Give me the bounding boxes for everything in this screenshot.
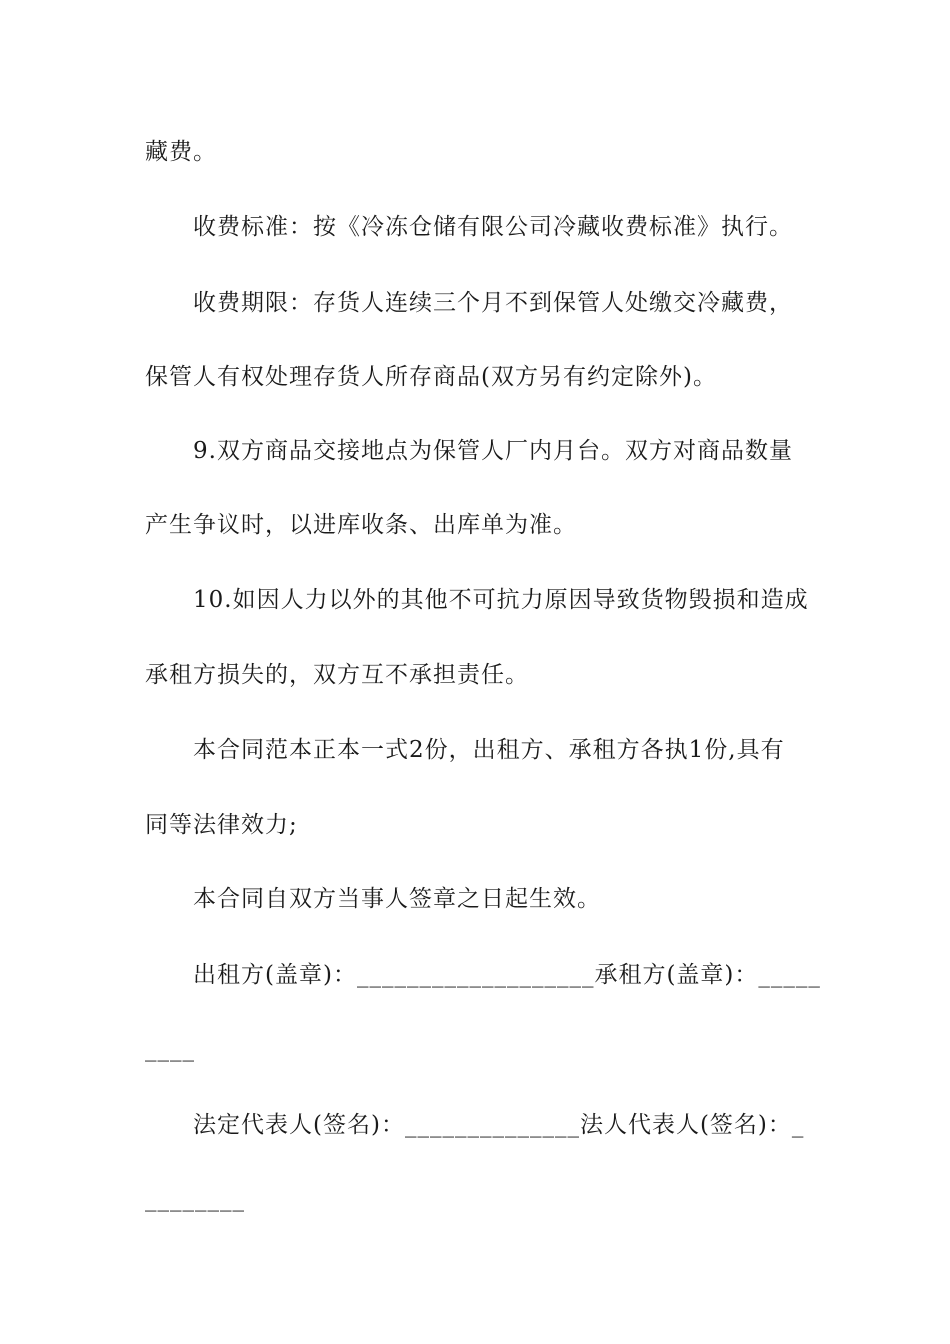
text-line-clause-10: 10.如因人力以外的其他不可抗力原因导致货物毁损和造成 — [193, 587, 809, 613]
text-line-copies-cont: 同等法律效力; — [145, 812, 298, 838]
text-line-fee-period: 收费期限：存货人连续三个月不到保管人处缴交冷藏费， — [193, 290, 793, 316]
text-line-clause-9: 9.双方商品交接地点为保管人厂内月台。双方对商品数量 — [193, 438, 793, 464]
signature-line-legal-rep: 法定代表人(签名)：______________法人代表人(签名)：_ — [193, 1112, 805, 1138]
text-line-copies: 本合同范本正本一式2份，出租方、承租方各执1份,具有 — [193, 737, 785, 763]
signature-line-lessor-lessee: 出租方(盖章)：___________________承租方(盖章)：_____ — [193, 962, 821, 988]
text-line-clause-10-cont: 承租方损失的，双方互不承担责任。 — [145, 662, 529, 688]
text-line-storage-fee-end: 藏费。 — [145, 139, 217, 165]
text-line-fee-period-cont: 保管人有权处理存货人所存商品(双方另有约定除外)。 — [145, 364, 717, 390]
text-line-fee-standard: 收费标准：按《冷冻仓储有限公司冷藏收费标准》执行。 — [193, 214, 793, 240]
text-line-clause-9-cont: 产生争议时，以进库收条、出库单为准。 — [145, 512, 577, 538]
signature-line-legal-rep-cont: ________ — [145, 1186, 245, 1212]
signature-line-lessee-cont: ____ — [145, 1036, 195, 1062]
text-line-effective: 本合同自双方当事人签章之日起生效。 — [193, 886, 601, 912]
